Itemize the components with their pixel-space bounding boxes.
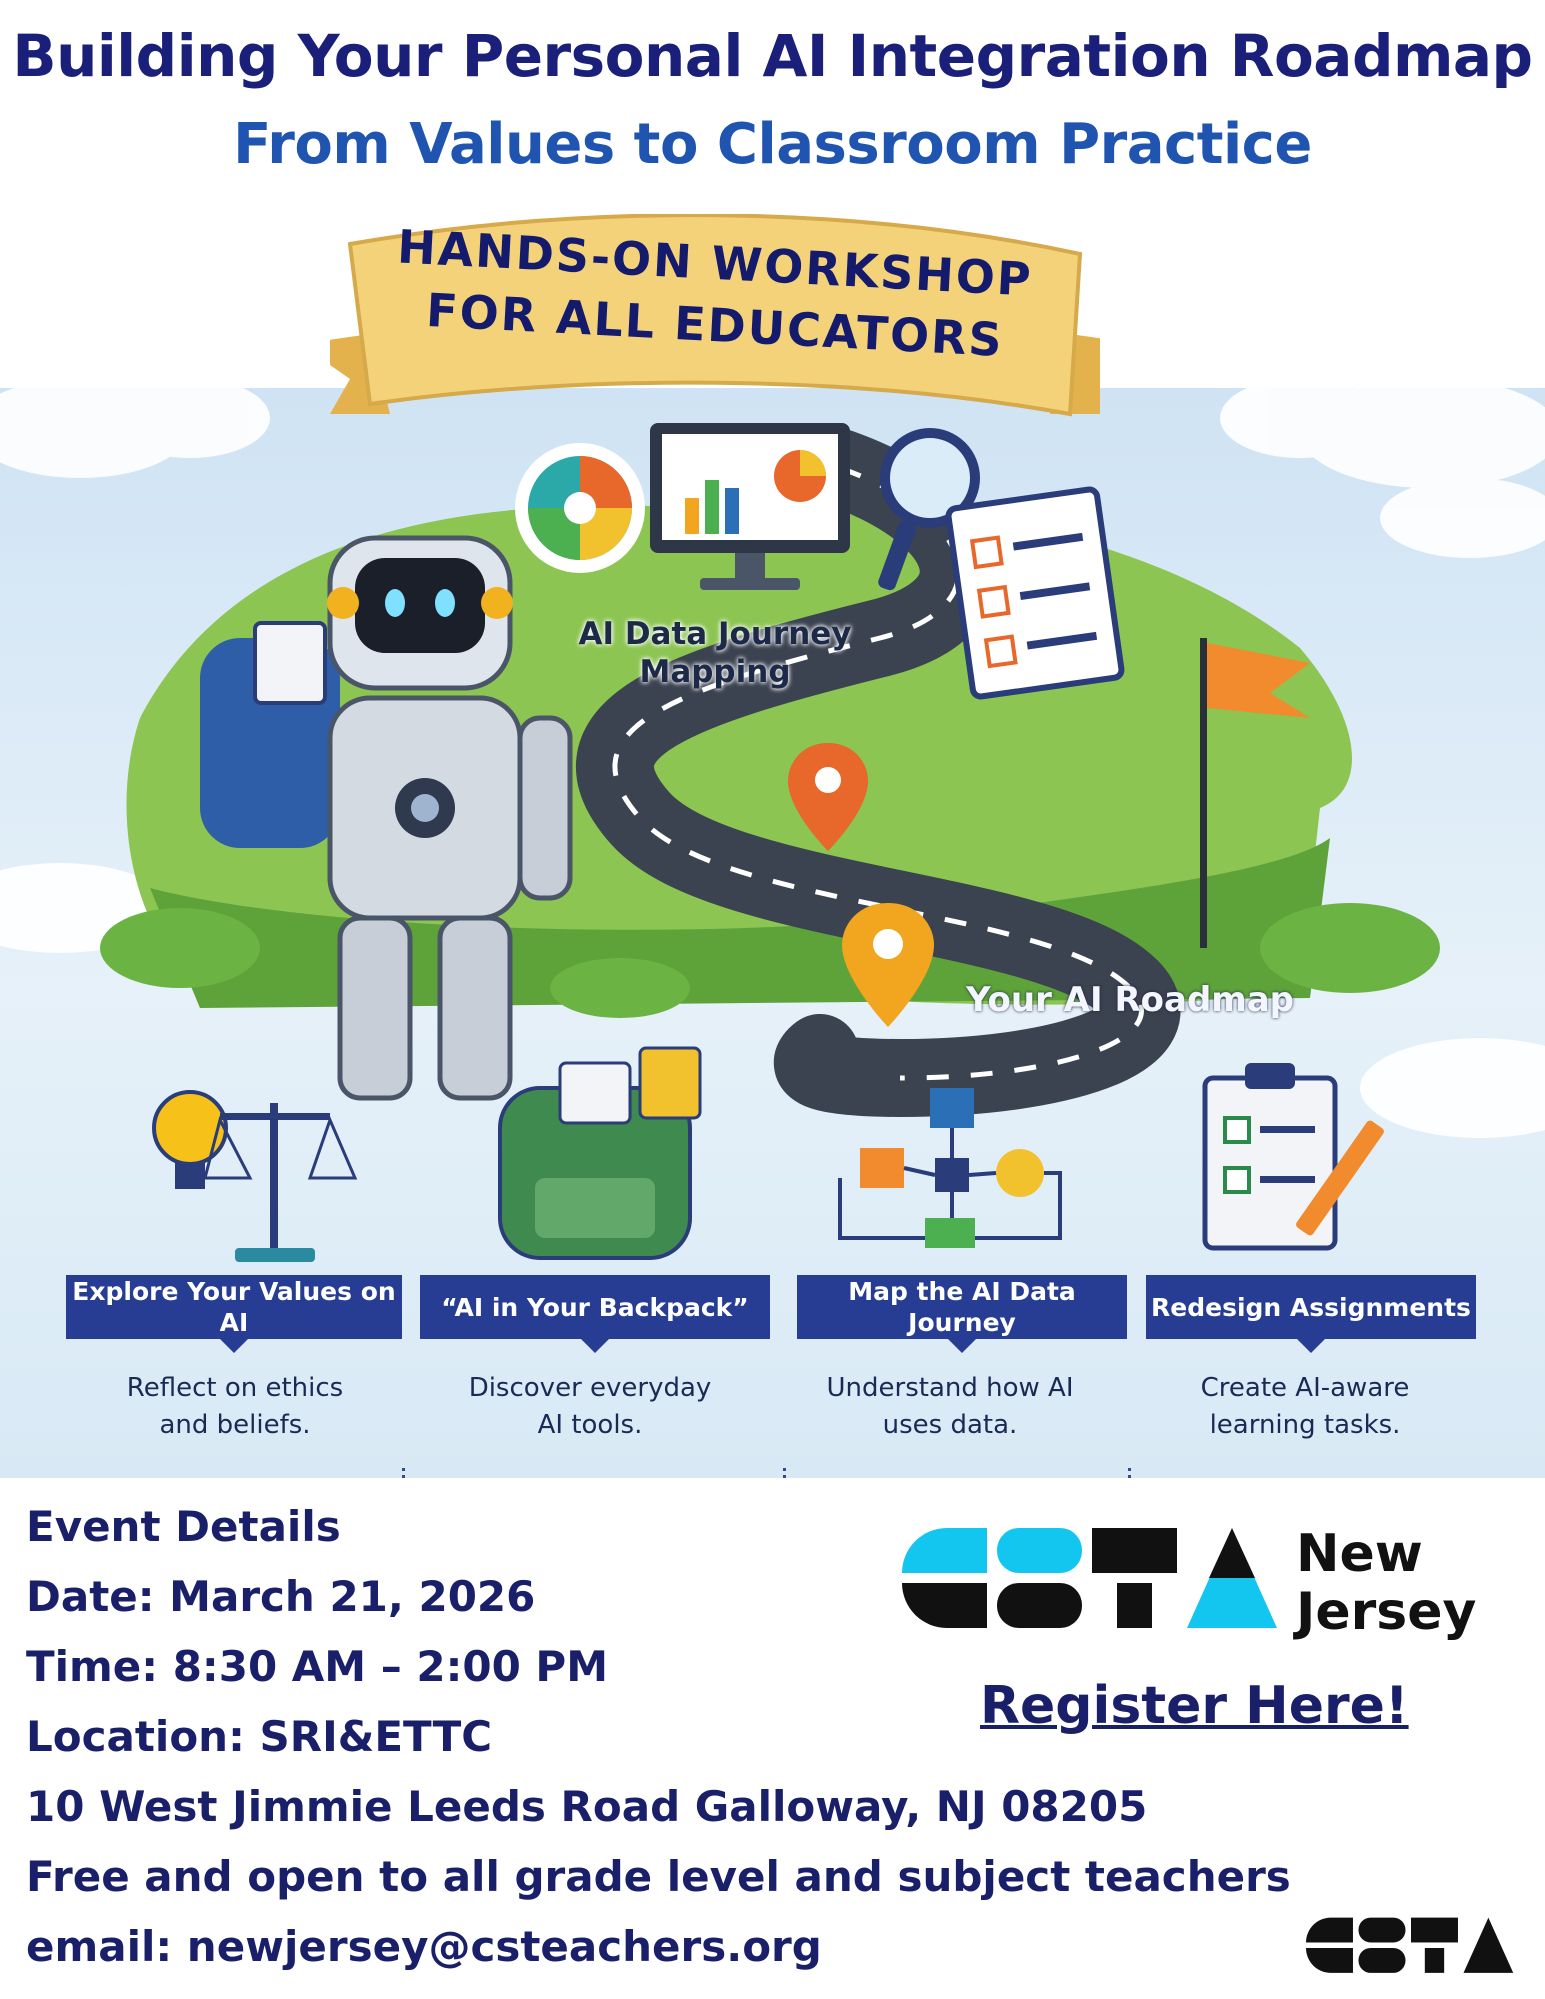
step-desc-data-journey: Understand how AI uses data. bbox=[826, 1373, 1074, 1440]
event-audience: Free and open to all grade level and subject teachers bbox=[26, 1852, 1291, 1901]
step-divider bbox=[1128, 1468, 1131, 1478]
event-date: Date: March 21, 2026 bbox=[26, 1572, 536, 1621]
details-heading: Event Details bbox=[26, 1502, 341, 1551]
logo-state-line2: Jersey bbox=[1296, 1582, 1477, 1642]
step-desc-values: Reflect on ethics and beliefs. bbox=[126, 1373, 344, 1440]
location-pin-icon bbox=[842, 903, 934, 1027]
clipboard-pencil-icon bbox=[1205, 1063, 1385, 1248]
pie-chart-icon bbox=[515, 443, 645, 573]
csta-logo-mark bbox=[902, 1528, 1282, 1638]
step-title-values: Explore Your Values on AI bbox=[66, 1275, 402, 1339]
contact-email[interactable]: email: newjersey@csteachers.org bbox=[26, 1922, 822, 1971]
checklist-clipboard-icon bbox=[948, 488, 1123, 697]
step-title-backpack: “AI in Your Backpack” bbox=[420, 1275, 770, 1339]
logo-state-line1: New bbox=[1296, 1524, 1423, 1584]
page-title: Building Your Personal AI Integration Roadmap bbox=[12, 22, 1533, 90]
logo-state-name bbox=[1296, 1525, 1476, 1641]
csta-small-logo-mark bbox=[1306, 1917, 1516, 1979]
csta-small-logo bbox=[1306, 1917, 1516, 1979]
event-time: Time: 8:30 AM – 2:00 PM bbox=[26, 1642, 609, 1691]
backpack-icon bbox=[500, 1048, 700, 1258]
lightbulb-scale-icon bbox=[154, 1092, 355, 1262]
banner-line-2: FOR ALL EDUCATORS bbox=[424, 282, 1006, 368]
step-desc-redesign: Create AI-aware learning tasks. bbox=[1200, 1373, 1410, 1440]
event-location: Location: SRI&ETTC bbox=[26, 1712, 493, 1761]
register-link[interactable]: Register Here! bbox=[980, 1676, 1409, 1736]
journey-label: AI Data Journey Mapping bbox=[578, 616, 852, 690]
step-divider bbox=[402, 1468, 405, 1478]
step-divider bbox=[783, 1468, 786, 1478]
event-address: 10 West Jimmie Leeds Road Galloway, NJ 08205 bbox=[26, 1782, 1148, 1831]
banner-line-1: HANDS-ON WORKSHOP bbox=[396, 219, 1034, 307]
step-title-redesign: Redesign Assignments bbox=[1146, 1275, 1476, 1339]
roadmap-label: Your AI Roadmap bbox=[966, 980, 1294, 1020]
page-subtitle: From Values to Classroom Practice bbox=[233, 112, 1312, 177]
csta-logo bbox=[902, 1528, 1282, 1638]
step-desc-backpack: Discover everyday AI tools. bbox=[468, 1373, 712, 1440]
step-title-data-journey: Map the AI Data Journey bbox=[797, 1275, 1127, 1339]
workshop-banner bbox=[330, 214, 1100, 444]
